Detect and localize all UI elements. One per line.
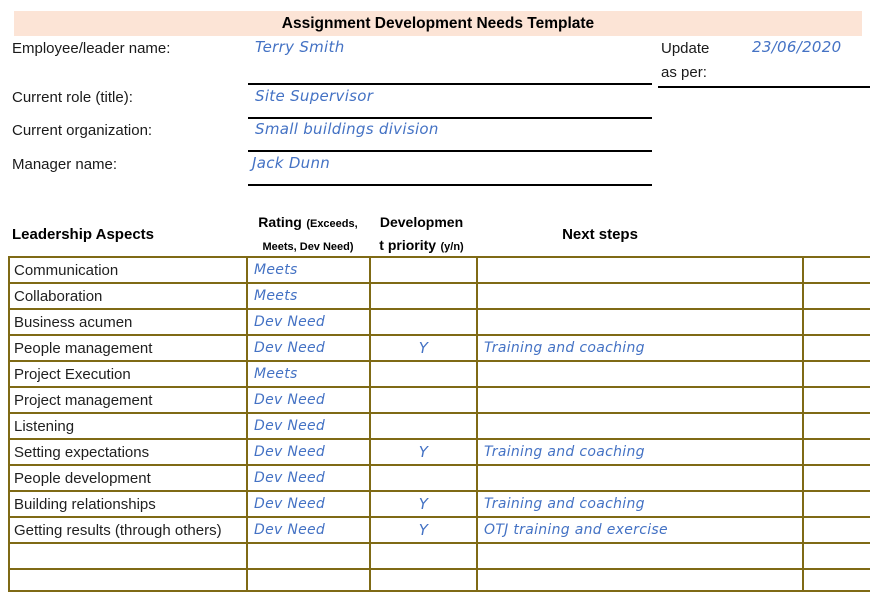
aspect-cell: Project management: [9, 387, 247, 413]
title-bar: [14, 11, 862, 36]
rating-cell[interactable]: Dev Need: [247, 491, 370, 517]
priority-cell[interactable]: [370, 413, 477, 439]
manager-name-label: Manager name:: [12, 156, 118, 173]
col-header-priority-line1: Developmen: [379, 214, 464, 230]
table-row: [9, 257, 870, 283]
rating-cell[interactable]: Dev Need: [247, 413, 370, 439]
aspect-cell: People management: [9, 335, 247, 361]
table-row: [9, 569, 870, 591]
aspect-cell: Project Execution: [9, 361, 247, 387]
priority-cell[interactable]: Y: [370, 517, 477, 543]
col-header-next-steps: Next steps: [562, 226, 638, 243]
extra-cell[interactable]: [803, 543, 870, 569]
extra-cell[interactable]: [803, 465, 870, 491]
rating-cell[interactable]: Meets: [247, 283, 370, 309]
rating-cell[interactable]: Dev Need: [247, 335, 370, 361]
table-row: [9, 543, 870, 569]
update-date-value[interactable]: 23/06/2020: [752, 38, 842, 56]
rating-cell[interactable]: [247, 543, 370, 569]
aspect-cell: Collaboration: [9, 283, 247, 309]
col-header-priority-sub: (y/n): [440, 241, 464, 253]
extra-cell[interactable]: [803, 361, 870, 387]
col-header-rating: [248, 212, 368, 258]
priority-cell[interactable]: Y: [370, 439, 477, 465]
current-role-underline: [248, 117, 652, 119]
extra-cell[interactable]: [803, 257, 870, 283]
manager-name-value[interactable]: Jack Dunn: [252, 154, 331, 172]
table-row: [9, 387, 870, 413]
aspect-cell: Communication: [9, 257, 247, 283]
employee-name-value[interactable]: Terry Smith: [255, 38, 345, 56]
update-as-per-label-line2: as per:: [661, 64, 707, 81]
employee-name-label: Employee/leader name:: [12, 40, 171, 57]
rating-cell[interactable]: Dev Need: [247, 517, 370, 543]
next-steps-cell[interactable]: [477, 465, 803, 491]
current-organization-underline: [248, 150, 652, 152]
next-steps-cell[interactable]: [477, 361, 803, 387]
update-as-per-label-line1: Update: [661, 40, 710, 57]
col-header-leadership-aspects: Leadership Aspects: [12, 226, 154, 243]
aspect-cell: [9, 543, 247, 569]
aspect-cell: Listening: [9, 413, 247, 439]
needs-table: [8, 256, 870, 596]
rating-cell[interactable]: Dev Need: [247, 309, 370, 335]
rating-cell[interactable]: [247, 569, 370, 591]
aspect-cell: Building relationships: [9, 491, 247, 517]
current-organization-label: Current organization:: [12, 122, 153, 139]
aspect-cell: [9, 569, 247, 591]
extra-cell[interactable]: [803, 387, 870, 413]
priority-cell[interactable]: Y: [370, 491, 477, 517]
rating-cell[interactable]: Dev Need: [247, 465, 370, 491]
aspect-cell: People development: [9, 465, 247, 491]
next-steps-cell[interactable]: [477, 283, 803, 309]
priority-cell[interactable]: [370, 543, 477, 569]
extra-cell[interactable]: [803, 335, 870, 361]
priority-cell[interactable]: [370, 257, 477, 283]
col-header-priority-line2: t priority: [379, 237, 437, 253]
employee-name-underline: [248, 83, 652, 85]
extra-cell[interactable]: [803, 517, 870, 543]
table-row: [9, 283, 870, 309]
extra-cell[interactable]: [803, 491, 870, 517]
next-steps-cell[interactable]: [477, 309, 803, 335]
table-row: [9, 413, 870, 439]
table-row: [9, 439, 870, 465]
col-header-rating-sub2: Meets, Dev Need): [262, 241, 354, 253]
extra-cell[interactable]: [803, 569, 870, 591]
extra-cell[interactable]: [803, 413, 870, 439]
table-row: [9, 517, 870, 543]
table-row: [9, 361, 870, 387]
priority-cell[interactable]: [370, 361, 477, 387]
aspect-cell: Setting expectations: [9, 439, 247, 465]
table-row: [9, 309, 870, 335]
aspect-cell: Getting results (through others): [9, 517, 247, 543]
next-steps-cell[interactable]: Training and coaching: [477, 491, 803, 517]
table-row: [9, 465, 870, 491]
next-steps-cell[interactable]: [477, 387, 803, 413]
col-header-rating-sub1: (Exceeds,: [306, 218, 358, 230]
next-steps-cell[interactable]: [477, 543, 803, 569]
current-organization-value[interactable]: Small buildings division: [255, 120, 439, 138]
next-steps-cell[interactable]: Training and coaching: [477, 335, 803, 361]
col-header-priority: [368, 211, 475, 258]
page-title: Assignment Development Needs Template: [281, 14, 595, 32]
rating-cell[interactable]: Dev Need: [247, 439, 370, 465]
extra-cell[interactable]: [803, 283, 870, 309]
table-row: [9, 491, 870, 517]
next-steps-cell[interactable]: [477, 257, 803, 283]
priority-cell[interactable]: [370, 569, 477, 591]
needs-table-body: [9, 257, 870, 591]
extra-cell[interactable]: [803, 439, 870, 465]
rating-cell[interactable]: Meets: [247, 257, 370, 283]
next-steps-cell[interactable]: [477, 569, 803, 591]
next-steps-cell[interactable]: [477, 413, 803, 439]
next-steps-cell[interactable]: OTJ training and exercise: [477, 517, 803, 543]
current-role-label: Current role (title):: [12, 89, 133, 106]
table-row: [9, 335, 870, 361]
aspect-cell: Business acumen: [9, 309, 247, 335]
col-header-rating-main: Rating: [258, 214, 302, 230]
priority-cell[interactable]: [370, 309, 477, 335]
manager-name-underline: [248, 184, 652, 186]
current-role-value[interactable]: Site Supervisor: [255, 87, 374, 105]
rating-cell[interactable]: Dev Need: [247, 387, 370, 413]
priority-cell[interactable]: [370, 387, 477, 413]
priority-cell[interactable]: [370, 283, 477, 309]
next-steps-cell[interactable]: Training and coaching: [477, 439, 803, 465]
update-date-underline: [658, 86, 870, 88]
extra-cell[interactable]: [803, 309, 870, 335]
priority-cell[interactable]: Y: [370, 335, 477, 361]
priority-cell[interactable]: [370, 465, 477, 491]
rating-cell[interactable]: Meets: [247, 361, 370, 387]
